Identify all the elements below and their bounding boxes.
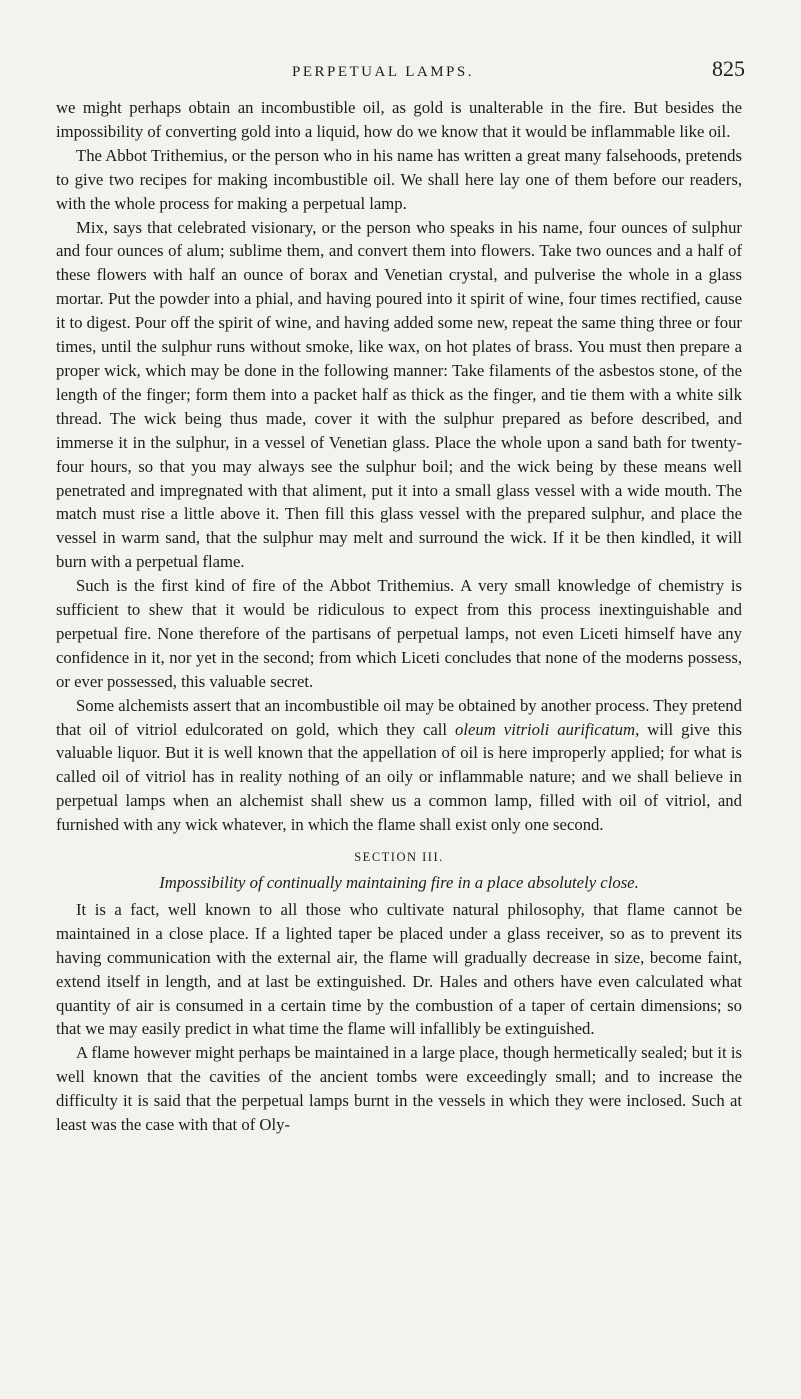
running-title: PERPETUAL LAMPS. xyxy=(292,64,474,80)
paragraph-1: we might perhaps obtain an incombustible oil, as gold is unalterable in the fire. But besides the impossibility of converting gold into a liquid, how do we know that it would be inflammable like oil. xyxy=(56,98,742,141)
latin-term: oleum vitrioli aurificatum xyxy=(455,719,636,739)
paragraph-4: Such is the first kind of fire of the Abbot Trithemius. A very small knowledge of chemistry is sufficient to shew that it would be ridiculous to expect from this process inextinguishable and perpetual fire. None therefore of the partisans of perpetual lamps, not even Liceti himself have any confidence in it, nor yet in the second; from which Liceti concludes that none of the moderns possess, or ever possessed, this valuable secret. xyxy=(56,576,742,691)
page-header xyxy=(0,56,801,86)
paragraph-5 xyxy=(56,694,742,837)
paragraph-2: The Abbot Trithemius, or the person who in his name has written a great many falsehoods, pretends to give two recipes for making incombustible oil. We shall here lay one of them before our readers, with the whole process for making a perpetual lamp. xyxy=(56,145,742,213)
paragraph-6: It is a fact, well known to all those who cultivate natural philosophy, that flame cannot be maintained in a close place. If a lighted taper be placed under a glass receiver, so as to prevent its having communication with the external air, the flame will gradually decrease in size, become faint, extend itself in length, and at last be extinguished. Dr. Hales and others have even calculated what quantity of air is consumed in a certain time by the combustion of a taper of certain dimensions; so that we may easily predict in what time the flame will infallibly be extinguished. xyxy=(56,899,742,1039)
section-title: Impossibility of continually maintaining fire in a place absolutely close. xyxy=(159,873,639,892)
paragraph-3: Mix, says that celebrated visionary, or the person who speaks in his name, four ounces of sulphur and four ounces of alum; sublime them, and convert them into flowers. Take two ounces and a half of these flowers with half an ounce of borax and Venetian crystal, and pulverise the whole in a glass mortar. Put the powder into a phial, and having poured into it spirit of wine, four times rectified, cause it to digest. Pour off the spirit of wine, and having added some new, repeat the same thing three or four times, until the sulphur runs without smoke, like wax, on hot plates of brass. You must then prepare a proper wick, which may be done in the following manner: Take filaments of the asbestos stone, of the length of the finger; form them into a packet half as thick as the finger, and tie them with a white silk thread. The wick being thus made, cover it with the sulphur prepared as before described, and immerse it in the sulphur, in a vessel of Venetian glass. Place the whole upon a sand bath for twenty-four hours, so that you may always see the sulphur boil; and the wick being by these means well penetrated and impregnated with that aliment, put it into a small glass vessel with a wide mouth. The match must rise a little above it. Then fill this glass vessel with the prepared sulphur, and place the vessel in warm sand, that the sulphur may melt and surround the wick. If it be then kindled, it will burn with a perpetual flame. xyxy=(56,217,742,572)
body-text xyxy=(56,96,742,1137)
paragraph-5-part-b: , will give this valuable liquor. But it is well known that the appellation of oil is here improperly applied; for what is called oil of vitriol has in reality nothing of an oily or inflammable nature; and we shall believe in perpetual lamps when an alchemist shall shew us a common lamp, filled with oil of vitriol, and furnished with any wick whatever, in which the flame shall exist only one second. xyxy=(56,719,742,835)
page-number: 825 xyxy=(712,56,745,81)
paragraph-7: A flame however might perhaps be maintained in a large place, though hermetically sealed; but it is well known that the cavities of the ancient tombs were exceedingly small; and to increase the difficulty it is said that the perpetual lamps burnt in the vessels in which they were inclosed. Such at least was the case with that of Oly- xyxy=(56,1043,742,1135)
paragraph-5-part-a: Some alchemists assert that an incombustible oil may be obtained by another process. They pretend that oil of vitriol edulcorated on gold, which they call xyxy=(56,695,742,739)
section-heading: SECTION III. xyxy=(354,850,444,865)
